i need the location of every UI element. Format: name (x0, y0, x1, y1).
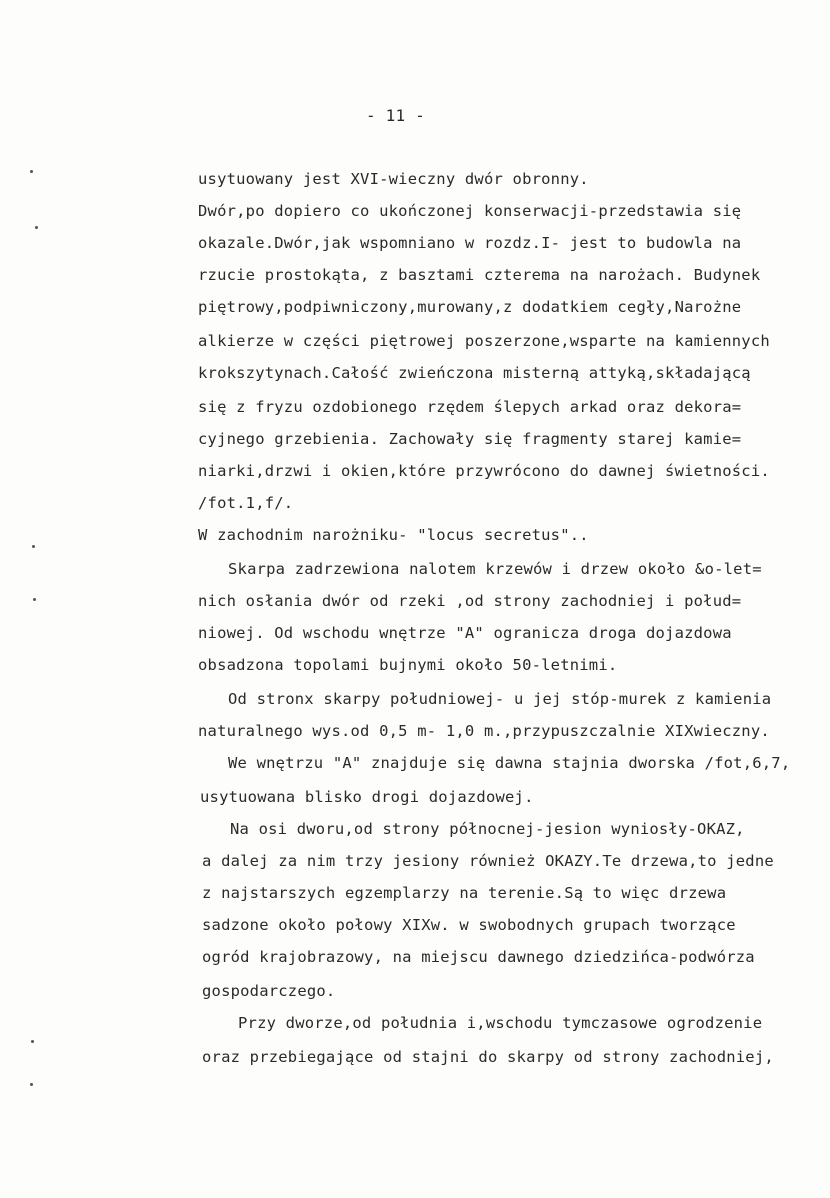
text-line: alkierze w części piętrowej poszerzone,wsparte na kamiennych (198, 332, 770, 350)
text-line: rzucie prostokąta, z basztami czterema na narożach. Budynek (198, 266, 761, 284)
text-line: oraz przebiegające od stajni do skarpy od strony zachodniej, (202, 1048, 774, 1066)
text-line: gospodarczego. (202, 982, 336, 1000)
text-line: obsadzona topolami bujnymi około 50-letnimi. (198, 656, 618, 674)
text-line: Od stronx skarpy południowej- u jej stóp-murek z kamienia (228, 690, 772, 708)
scan-speck (30, 1083, 33, 1086)
text-line: nich osłania dwór od rzeki ,od strony zachodniej i połud= (198, 592, 742, 610)
text-line: /fot.1,f/. (198, 494, 294, 512)
text-line: się z fryzu ozdobionego rzędem ślepych arkad oraz dekora= (198, 398, 742, 416)
text-line: Dwór,po dopiero co ukończonej konserwacji-przedstawia się (198, 202, 742, 220)
text-line: We wnętrzu "A" znajduje się dawna stajnia dworska /fot,6,7, (228, 754, 791, 772)
text-line: usytuowana blisko drogi dojazdowej. (200, 788, 534, 806)
text-line: cyjnego grzebienia. Zachowały się fragmenty starej kamie= (198, 430, 742, 448)
scan-speck (30, 170, 33, 173)
scan-speck (31, 1040, 34, 1043)
text-line: okazale.Dwór,jak wspomniano w rozdz.I- jest to budowla na (198, 234, 742, 252)
text-line: z najstarszych egzemplarzy na terenie.Są to więc drzewa (202, 884, 727, 902)
text-line: niarki,drzwi i okien,które przywrócono do dawnej świetności. (198, 462, 770, 480)
text-line: ogród krajobrazowy, na miejscu dawnego dziedzińca-podwórza (202, 948, 755, 966)
scan-speck (33, 598, 36, 601)
text-line: a dalej za nim trzy jesiony również OKAZY.Te drzewa,to jedne (202, 852, 774, 870)
scan-speck (35, 226, 38, 229)
text-line: Przy dworze,od południa i,wschodu tymczasowe ogrodzenie (238, 1014, 763, 1032)
text-line: sadzone około połowy XIXw. w swobodnych grupach tworzące (202, 916, 736, 934)
text-line: krokszytynach.Całość zwieńczona misterną attyką,składającą (198, 364, 751, 382)
text-line: piętrowy,podpiwniczony,murowany,z dodatkiem cegły,Narożne (198, 298, 742, 316)
text-line: usytuowany jest XVI-wieczny dwór obronny. (198, 170, 589, 188)
text-line: niowej. Od wschodu wnętrze "A" ogranicza droga dojazdowa (198, 624, 732, 642)
page-number: - 11 - (366, 106, 425, 125)
text-line: naturalnego wys.od 0,5 m- 1,0 m.,przypuszczalnie XIXwieczny. (198, 722, 770, 740)
text-line: W zachodnim narożniku- "locus secretus".. (198, 526, 589, 544)
text-line: Skarpa zadrzewiona nalotem krzewów i drzew około &o-let= (228, 560, 762, 578)
scan-speck (32, 545, 35, 548)
text-line: Na osi dworu,od strony północnej-jesion wyniosły-OKAZ, (230, 820, 745, 838)
